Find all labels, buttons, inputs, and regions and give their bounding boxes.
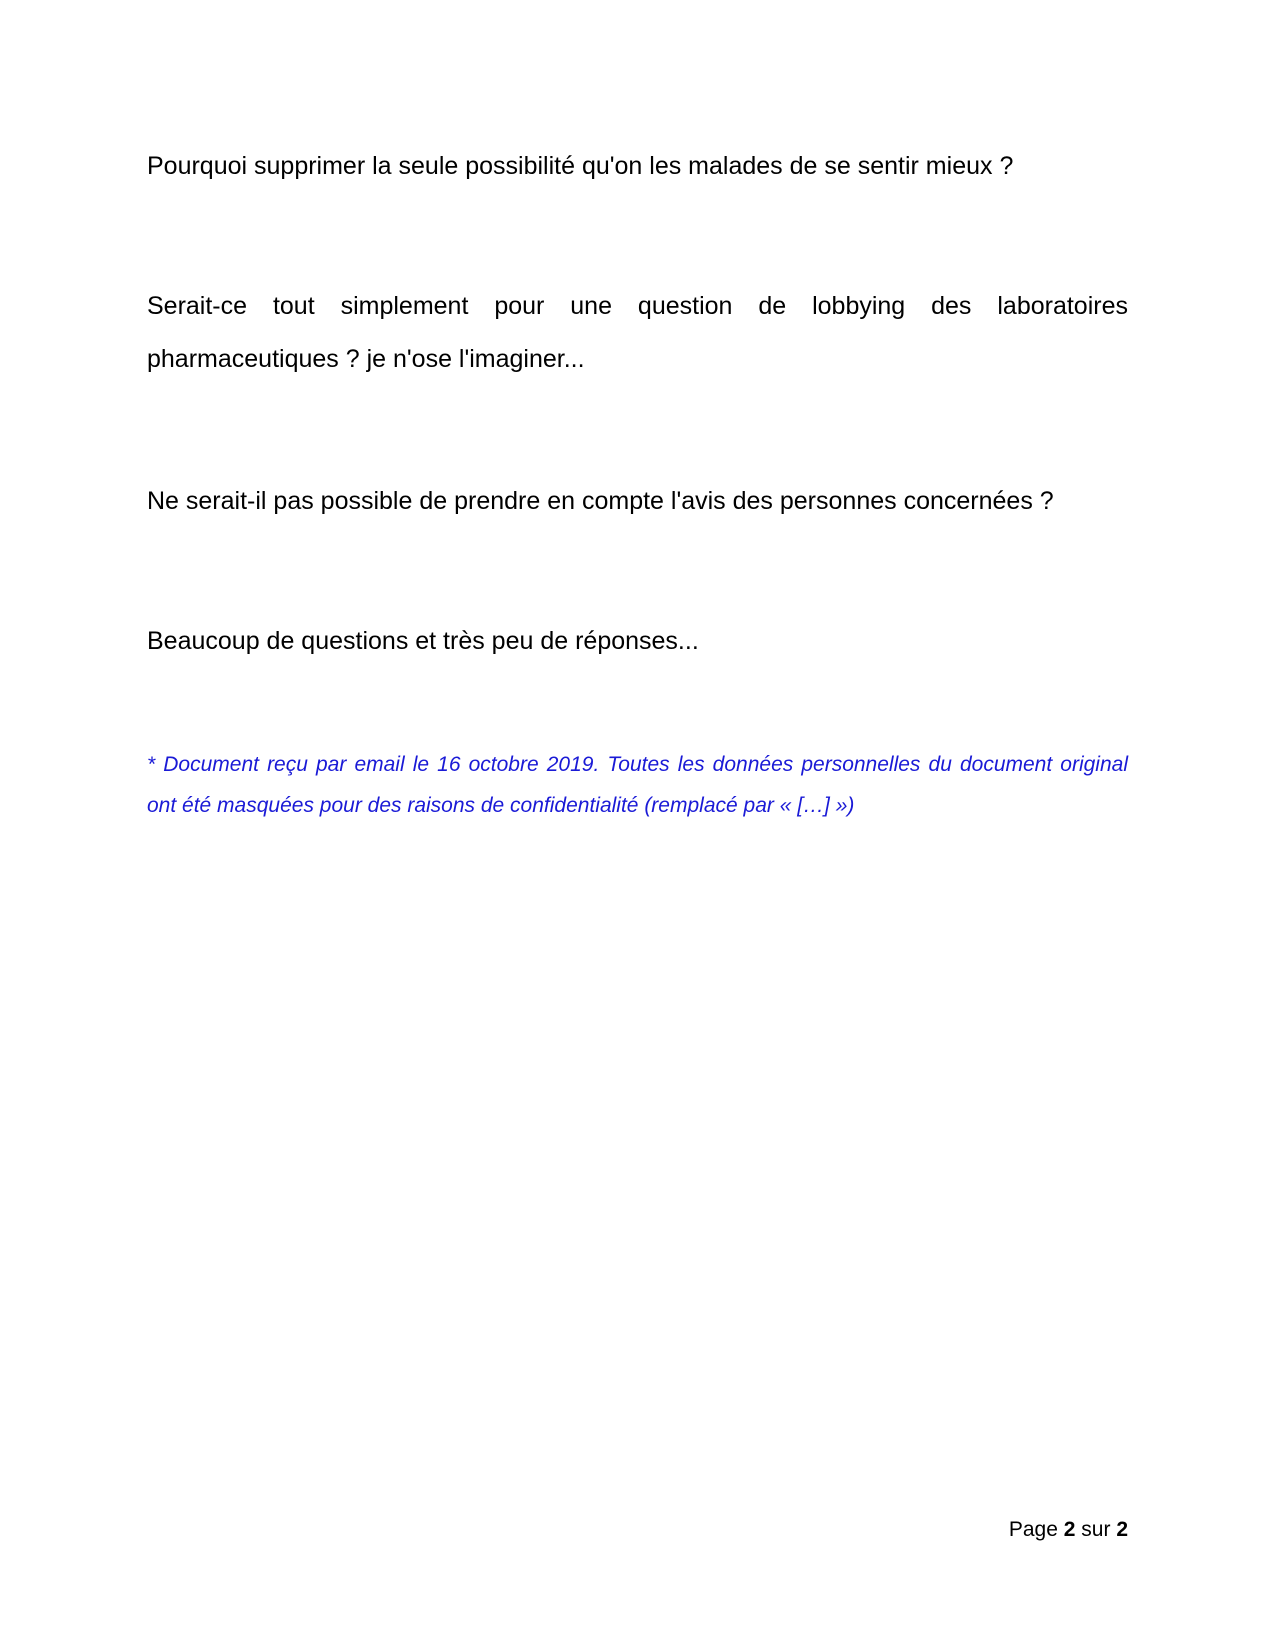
page-label: Page	[1008, 1518, 1058, 1541]
page-footer	[1009, 1515, 1128, 1545]
confidentiality-note: * Document reçu par email le 16 octobre 2019. Toutes les données personnelles du document original ont été masquées pour des raisons de confidentialité (remplacé par « […] »)	[147, 753, 1128, 817]
paragraph-4: Beaucoup de questions et très peu de réponses...	[147, 627, 699, 655]
total-pages-number: 2	[1116, 1518, 1128, 1541]
page-separator: sur	[1081, 1518, 1111, 1541]
paragraph-3: Ne serait-il pas possible de prendre en compte l'avis des personnes concernées ?	[147, 487, 1054, 515]
paragraph-2: Serait-ce tout simplement pour une question de lobbying des laboratoires pharmaceutiques ? je n'ose l'imaginer...	[147, 292, 1128, 373]
current-page-number: 2	[1063, 1518, 1076, 1541]
paragraph-1: Pourquoi supprimer la seule possibilité qu'on les malades de se sentir mieux ?	[147, 152, 1014, 180]
